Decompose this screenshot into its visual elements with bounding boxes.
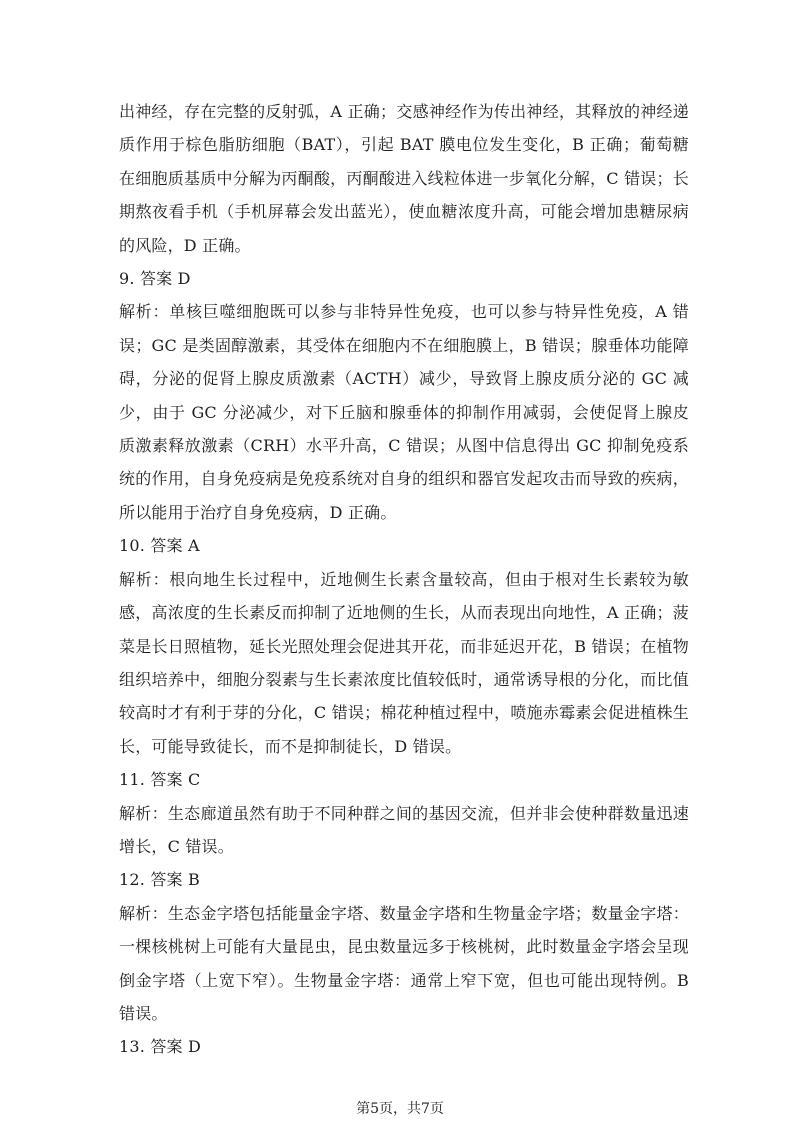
answer-heading-12: 12. 答案 B: [119, 870, 200, 890]
analysis-paragraph-12: 解析：生态金字塔包括能量金字塔、数量金字塔和生物量金字塔；数量金字塔：一棵核桃树上可能有大量昆虫，昆虫数量远多于核桃树，此时数量金字塔会呈现倒金字塔（上宽下窄）。生物量金字塔：通常上窄下宽，但也可能出现特例。B 错误。: [119, 903, 689, 1023]
answer-heading-13: 13. 答案 D: [119, 1037, 202, 1057]
analysis-paragraph-8-continued: 出神经，存在完整的反射弧，A 正确；交感神经作为传出神经，其释放的神经递质作用于棕色脂肪细胞（BAT），引起 BAT 膜电位发生变化，B 正确；葡萄糖在细胞质基质中分解为丙酮酸，丙酮酸进入线粒体进一步氧化分解，C 错误；长期熬夜看手机（手机屏幕会发出蓝光），使血糖浓度升高，可能会增加患糖尿病的风险，D 正确。: [119, 102, 689, 255]
answer-heading-9: 9. 答案 D: [119, 269, 191, 289]
answer-heading-11: 11. 答案 C: [119, 770, 201, 790]
analysis-paragraph-11: 解析：生态廊道虽然有助于不同种群之间的基因交流，但并非会使种群数量迅速增长，C 错误。: [119, 803, 689, 856]
page-number-footer: 第5页，共7页: [356, 1101, 444, 1117]
answer-analysis-text: [119, 95, 689, 1064]
answer-heading-10: 10. 答案 A: [119, 536, 200, 556]
analysis-paragraph-9: 解析：单核巨噬细胞既可以参与非特异性免疫，也可以参与特异性免疫，A 错误；GC 是类固醇激素，其受体在细胞内不在细胞膜上，B 错误；腺垂体功能障碍，分泌的促肾上腺皮质激素（ACTH）减少，导致肾上腺皮质分泌的 GC 减少，由于 GC 分泌减少，对下丘脑和腺垂体的抑制作用减弱，会使促肾上腺皮质激素释放激素（CRH）水平升高，C 错误；从图中信息得出 GC 抑制免疫系统的作用，自身免疫病是免疫系统对自身的组织和器官发起攻击而导致的疾病，所以能用于治疗自身免疫病，D 正确。: [119, 302, 689, 522]
analysis-paragraph-10: 解析：根向地生长过程中，近地侧生长素含量较高，但由于根对生长素较为敏感，高浓度的生长素反而抑制了近地侧的生长，从而表现出向地性，A 正确；菠菜是长日照植物，延长光照处理会促进其开花，而非延迟开花，B 错误；在植物组织培养中，细胞分裂素与生长素浓度比值较低时，通常诱导根的分化，而比值较高时才有利于芽的分化，C 错误；棉花种植过程中，喷施赤霉素会促进植株生长，可能导致徒长，而不是抑制徒长，D 错误。: [119, 569, 689, 756]
